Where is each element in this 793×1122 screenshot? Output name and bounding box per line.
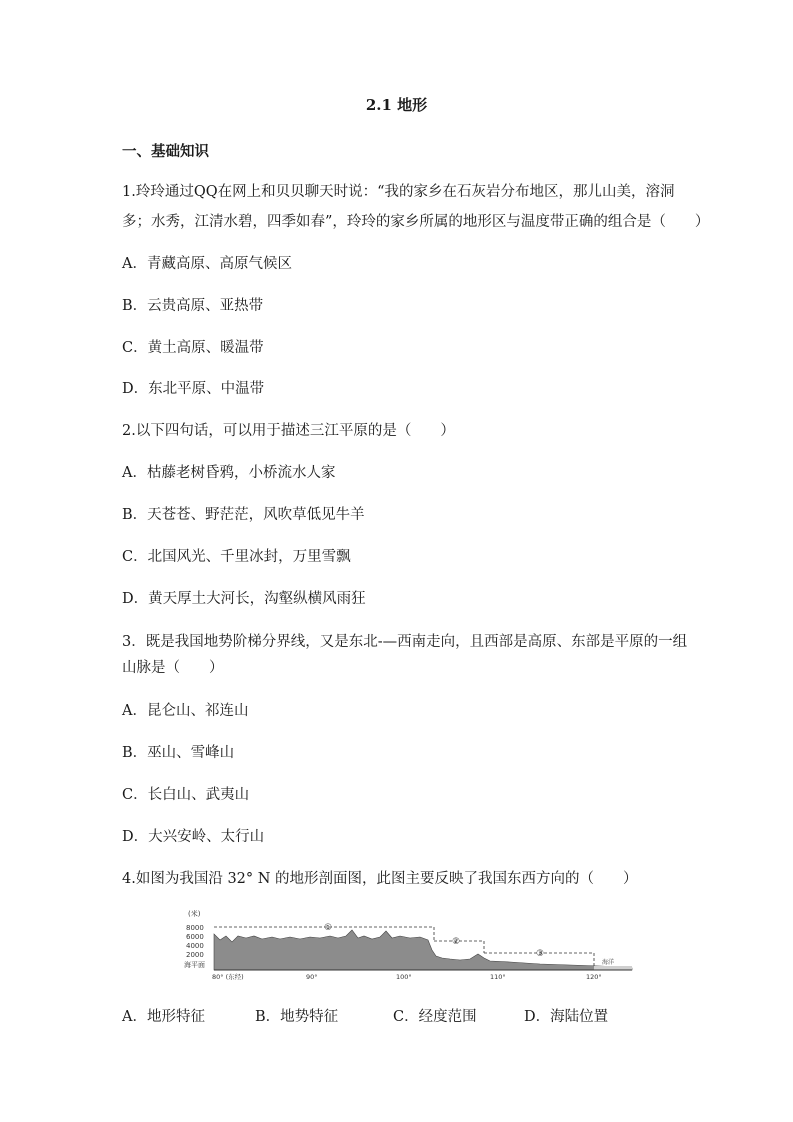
q3-option-c: C．长白山、武夷山 [122, 787, 250, 803]
q4-option-d: D．海陆位置 [524, 1009, 609, 1025]
x-tick-100: 100° [396, 973, 412, 981]
y-tick-2000: 2000 [186, 951, 204, 959]
step-label-3: ③ [536, 949, 545, 959]
step-label-2: ② [452, 937, 461, 947]
q1-option-c: C．黄土高原、暖温带 [122, 340, 264, 356]
terrain-profile-svg [180, 906, 640, 982]
q2-option-c: C．北国风光、千里冰封，万里雪飘 [122, 549, 351, 565]
q2-option-d: D．黄天厚土大河长，沟壑纵横风雨狂 [122, 591, 366, 607]
x-tick-110: 110° [490, 973, 506, 981]
q2-option-a: A．枯藤老树昏鸦，小桥流水人家 [122, 465, 336, 481]
y-tick-4000: 4000 [186, 942, 204, 950]
sea-label: 海洋 [602, 959, 615, 966]
q4-option-b: B．地势特征 [255, 1009, 339, 1025]
section-heading: 一、基础知识 [122, 143, 209, 160]
y-tick-6000: 6000 [186, 933, 204, 941]
q1-option-a: A．青藏高原、高原气候区 [122, 256, 292, 272]
q3-line2: 山脉是（ ） [122, 660, 224, 676]
page-title: 2.1 地形 [365, 96, 428, 114]
sea-strip [594, 966, 632, 970]
q3-option-b: B．巫山、雪峰山 [122, 745, 235, 761]
q3-line1: 3．既是我国地势阶梯分界线，又是东北-—西南走向，且西部是高原、东部是平原的一组 [122, 634, 688, 650]
q3-option-d: D．大兴安岭、太行山 [122, 829, 265, 845]
x-tick-120: 120° [586, 973, 602, 981]
q1-option-d: D．东北平原、中温带 [122, 381, 265, 397]
terrain-silhouette [214, 930, 632, 970]
q4-line1: 4.如图为我国沿 32° N 的地形剖面图，此图主要反映了我国东西方向的（ ） [122, 871, 638, 887]
y-tick-8000: 8000 [186, 924, 204, 932]
q3-option-a: A．昆仑山、祁连山 [122, 703, 249, 719]
q1-option-b: B．云贵高原、亚热带 [122, 298, 264, 314]
q2-line1: 2.以下四句话，可以用于描述三江平原的是（ ） [122, 423, 455, 439]
q4-option-c: C．经度范围 [393, 1009, 477, 1025]
y-axis-unit: (米) [188, 910, 201, 918]
step-label-1: ① [324, 923, 333, 933]
q4-option-a: A．地形特征 [122, 1009, 205, 1025]
x-tick-80: 80° (东经) [212, 973, 244, 981]
q1-line2: 多；水秀，江清水碧，四季如春”，玲玲的家乡所属的地形区与温度带正确的组合是（ ） [122, 214, 710, 230]
y-tick-sea-level: 海平面 [184, 961, 205, 969]
q1-line1: 1.玲玲通过QQ在网上和贝贝聊天时说：“我的家乡在石灰岩分布地区，那儿山美，溶洞 [122, 184, 675, 200]
x-tick-90: 90° [306, 973, 318, 981]
terrain-profile-figure [180, 906, 640, 982]
q2-option-b: B．天苍苍、野茫茫，风吹草低见牛羊 [122, 507, 365, 523]
